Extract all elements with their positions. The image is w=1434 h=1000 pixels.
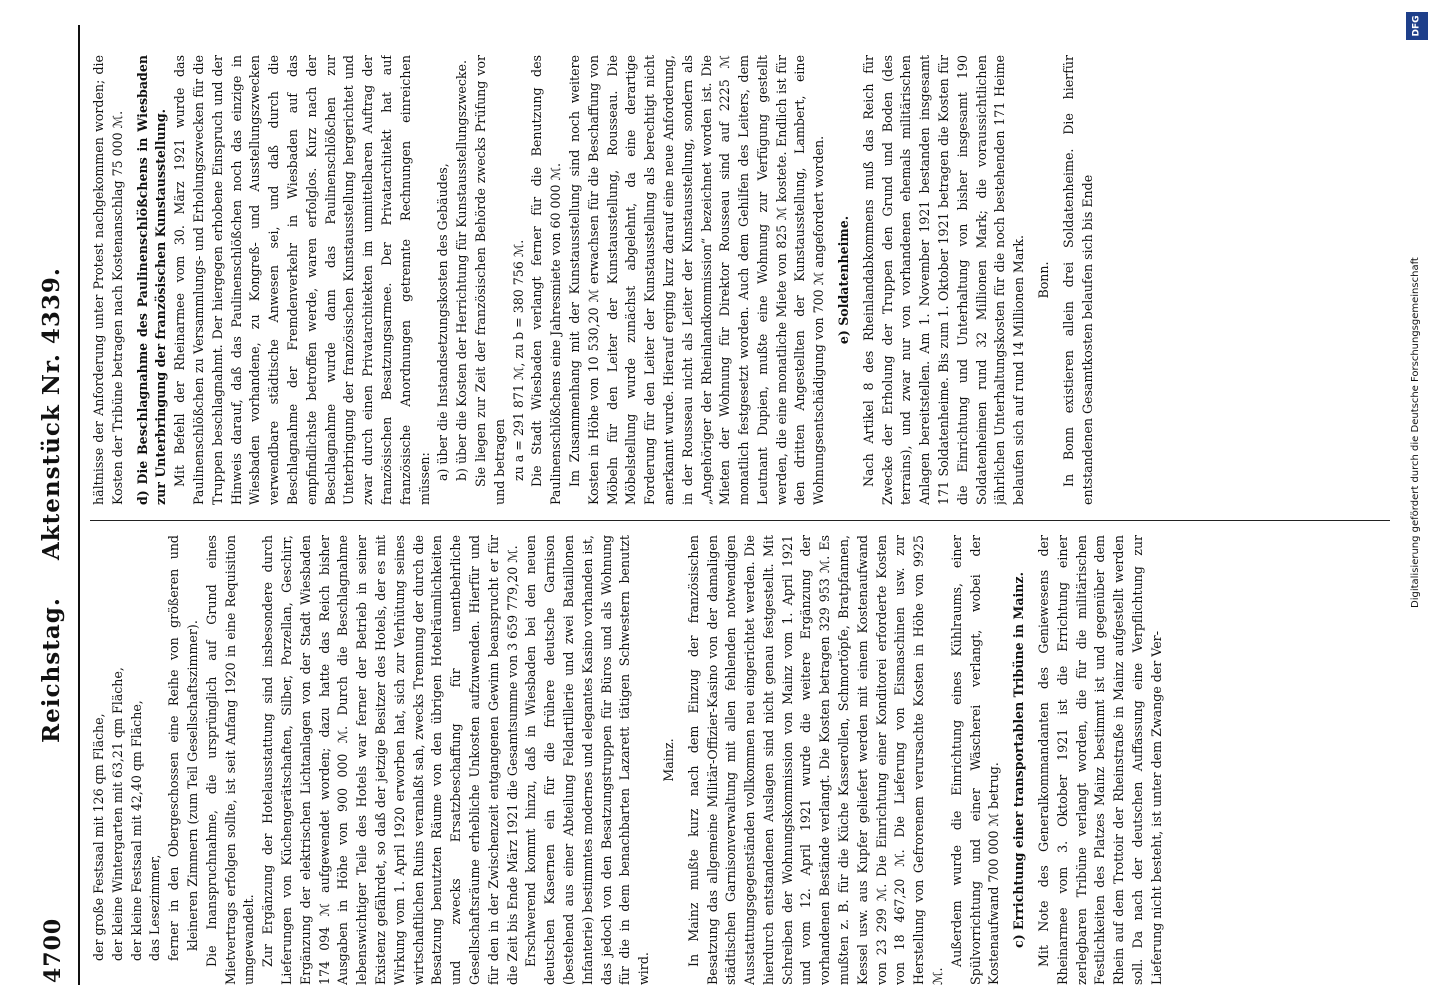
paragraph: Außerdem wurde die Einrichtung eines Kühlraums, einer Spülvorrichtung und einer Wäscherei verlangt, wobei der Kostenaufwand 700 000 ℳ betrug. <box>948 535 1002 985</box>
list-item: der große Festsaal mit 126 qm Fläche, <box>91 713 106 961</box>
paragraph: Die Stadt Wiesbaden verlangt ferner für die Benutzung des Paulinenschlößchens eine Jahresmiete von 60 000 ℳ. <box>529 55 564 505</box>
list-item: der kleine Wintergarten mit 63,21 qm Fläche, <box>109 667 125 961</box>
amounts-line: zu a = 291 871 ℳ, zu b = 380 756 ℳ. <box>510 239 526 481</box>
city-heading: Mainz. <box>660 738 676 782</box>
page-title <box>38 25 65 985</box>
digitization-stamp <box>1402 8 1432 998</box>
paragraph: In Mainz mußte kurz nach dem Einzug der französischen Besatzung das allgemeine Militär-Offizier-Kasino von der damaligen städtischen Garnisonverwaltung mit allen fehlenden notwendigen Ausstattungsgegenständen vollkommen neu eingerichtet werden. Die hierdurch entstandenen Auslagen sind nicht genau festgestellt. Mit Schreiben der Wohnungskommission von Mainz vom 1. April 1921 und vom 12. April 1921 wurde die weitere Ergänzung der vorhandenen Bestände verlangt. Die Kosten betragen 329 953 ℳ. Es mußten z. B. für die Küche Kasserollen, Schmortöpfe, Bratpfannen, Kessel usw. aus Kupfer geliefert werden mit einem Kostenaufwand von 23 299 ℳ. Die Einrichtung einer Konditorei erforderte Kosten von 18 467,20 ℳ. Die Lieferung von Eismaschinen usw. zur Herstellung von Gefrorenem verursachte Kosten in Höhe von 9925 ℳ. <box>685 535 946 985</box>
paragraph: Sie liegen zur Zeit der französischen Behörde zwecks Prüfung vor und betragen <box>472 55 507 505</box>
paragraph: Erschwerend kommt hinzu, daß in Wiesbaden bei den neuen deutschen Kasernen ein für die frühere deutsche Garnison (bestehend aus einer Abteilung Feldartillerie und zwei Bataillonen Infanterie) bestimmtes modernes und elegantes Kasino vorhanden ist, das jedoch von den Besatzungstruppen für Büros und als Wohnung für die in dem benachbarten Lazarett tätigen Schwestern benutzt wird. <box>523 535 652 985</box>
right-column <box>90 55 1410 505</box>
section-heading: e) Soldatenheime. <box>836 215 852 345</box>
header-body: Reichstag. <box>38 597 65 743</box>
city-heading: Bonn. <box>1036 261 1052 299</box>
paragraph: Im Zusammenhang mit der Kunstausstellung sind noch weitere Kosten in Höhe von 10 530,20 ℳ erwachsen für die Beschaffung von Möbeln für den Leiter der Kunstausstellung, Rousseau. Die Möbelstellung wurde zunächst abgelehnt, da eine derartige Forderung für den Leiter der Kunstausstellung als berechtigt nicht anerkannt wurde. Hierauf erging kurz darauf eine neue Anforderung, in der Rousseau nicht als Leiter der Kunstausstellung, sondern als „Angehöriger der Rheinlandkommission“ bezeichnet worden ist. Die Mieten der Wohnung für Direktor Rousseau sind auf 2225 ℳ monatlich festgesetzt worden. Auch dem Gehilfen des Leiters, dem Leutnant Dupien, mußte eine Wohnung zur Verfügung gestellt werden, die eine monatliche Miete von 825 ℳ kostete. Endlich ist für den dritten Angestellten der Kunstausstellung, Lambert, eine Wohnungsentschädigung von 700 ℳ angefordert worden. <box>566 55 827 505</box>
page-header <box>28 25 80 985</box>
paragraph: Mit Befehl der Rheinarmee vom 30. März 1921 wurde das Paulinenschlößchen zu Versammlungs- und Erholungszwecken für die Truppen beschlagnahmt. Der hiergegen erhobene Einspruch und der Hinweis darauf, daß das Paulinenschlößchen noch das einzige in Wiesbaden vorhandene, zu Kongreß- und Ausstellungszwecken verwendbare städtische Anwesen sei, und daß durch die Beschlagnahme der Fremdenverkehr in Wiesbaden auf das empfindlichste betroffen werde, waren erfolglos. Kurz nach der Beschlagnahme wurde dann das Paulinenschlößchen zur Unterbringung der französischen Kunstausstellung hergerichtet und zwar durch einen Privatarchitekten im unmittelbaren Auftrag der französischen Besatzungsarmee. Der Privatarchitekt hat auf französische Anordnungen getrennte Rechnungen einreichen müssen: <box>172 55 432 505</box>
document-page <box>28 25 1428 985</box>
dfg-logo: DFG <box>1406 12 1428 40</box>
page-number: 4700 <box>40 917 66 983</box>
paragraph: Die Inanspruchnahme, die ursprünglich auf Grund eines Mietvertrags erfolgen sollte, ist seit Anfang 1920 in eine Requisition umgewandelt. <box>203 535 257 985</box>
list-item: ferner in den Obergeschossen eine Reihe von größeren und kleineren Zimmern (zum Teil Gesellschaftszimmer). <box>166 535 200 961</box>
list-item: der kleine Festsaal mit 42,40 qm Fläche, <box>128 700 144 961</box>
left-column <box>90 535 1410 985</box>
section-heading: c) Errichtung einer transportablen Tribüne in Mainz. <box>1011 572 1027 948</box>
header-document: Aktenstück Nr. 4339. <box>38 267 65 561</box>
paragraph: Mit Note des Generalkommandanten des Geniewesens der Rheinarmee vom 3. Oktober 1921 ist die Errichtung einer zerlegbaren Tribüne verlangt worden, die für die militärischen Festlichkeiten des Platzes Mainz bestimmt ist und gegenüber dem Rhein auf dem Trottoir der Rheinstraße in Mainz aufgestellt werden soll. Da nach der deutschen Auffassung eine Verpflichtung zur Lieferung nicht besteht, ist unter dem Zwange der Ver- <box>1036 535 1164 985</box>
dfg-funding-note: Digitalisierung gefördert durch die Deutsche Forschungsgemeinschaft <box>1410 257 1421 608</box>
paragraph: Zur Ergänzung der Hotelausstattung sind insbesondere durch Lieferungen von Küchengerätschaften, Silber, Porzellan, Geschirr, Ergänzung der elektrischen Lichtanlagen von der Stadt Wiesbaden 174 094 ℳ aufgewendet worden; dazu hatte das Reich bisher Ausgaben in Höhe von 900 000 ℳ. Durch die Beschlagnahme lebenswichtiger Teile des Hotels war ferner der Betrieb in seiner Existenz gefährdet, so daß der jetzige Besitzer des Hotels, der es mit Wirkung vom 1. April 1920 erworben hat, sich zur Verhütung seines wirtschaftlichen Ruins veranlaßt sah, zwecks Trennung der durch die Besatzung benutzten Räume von den übrigen Hotelräumlichkeiten und zwecks Ersatzbeschaffung für unentbehrliche Gesellschaftsräume erhebliche Unkosten aufzuwenden. Hierfür und für den in der Zwischenzeit entgangenen Gewinn beansprucht er für die Zeit bis Ende März 1921 die Gesamtsumme von 3 659 779,20 ℳ. <box>260 535 520 985</box>
paragraph: hältnisse der Anforderung unter Protest nachgekommen worden; die Kosten der Tribüne betragen nach Kostenanschlag 75 000 ℳ. <box>91 55 125 505</box>
list-item: a) über die Instandsetzungskosten des Gebäudes, <box>435 163 451 481</box>
list-item: b) über die Kosten der Herrichtung für Kunstausstellungszwecke. <box>454 59 470 481</box>
column-divider <box>90 520 1390 521</box>
section-heading: d) Die Beschlagnahme des Paulinenschlößchens in Wiesbaden zur Unterbringung der französischen Kunstausstellung. <box>134 55 169 505</box>
paragraph: In Bonn existieren allein drei Soldatenheime. Die hierfür entstandenen Gesamtkosten belaufen sich bis Ende <box>1060 55 1095 505</box>
list-item: das Lesezimmer, <box>147 854 163 961</box>
paragraph: Nach Artikel 8 des Rheinlandabkommens muß das Reich für Zwecke der Erholung der Truppen den Grund und Boden (des terrains), und zwar nur von vorhandenen ehemals militärischen Anlagen bereitstellen. Am 1. November 1921 bestanden insgesamt 171 Soldatenheime. Bis zum 1. Oktober 1921 betragen die Kosten für die Einrichtung und Unterhaltung von bisher insgesamt 190 Soldatenheimen rund 32 Millionen Mark; die voraussichtlichen jährlichen Unterhaltungskosten für die noch bestehenden 171 Heime belaufen sich auf rund 14 Millionen Mark. <box>860 55 1027 505</box>
